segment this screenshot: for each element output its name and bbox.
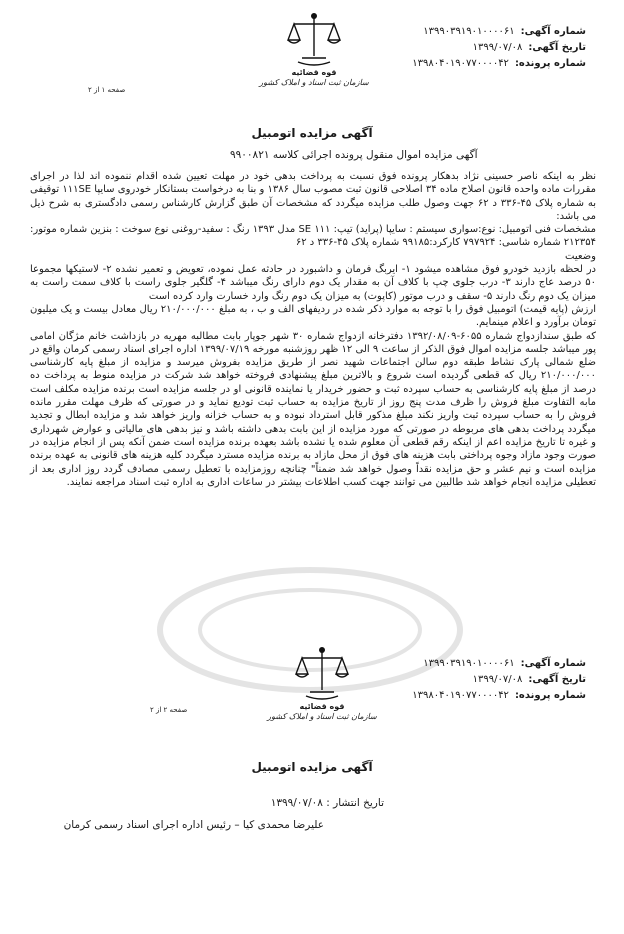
notice-date: ۱۳۹۹/۰۷/۰۸ bbox=[472, 42, 523, 53]
notice-number: ۱۳۹۹۰۳۹۱۹۰۱۰۰۰۰۶۱ bbox=[423, 26, 515, 37]
paragraph-auction-terms: که طبق سندازدواج شماره ۶۰۵۵-۱۳۹۲/۰۸/۰۹ دفترخانه ازدواج شماره ۳۰ شهر جوپار بابت مطالبه مهریه در بازداشت خانم مژگان امامی پور میباشد جلسه مزایده اموال فوق الذکر از ساعت ۹ الی ۱۲ ظهر روزشنبه مورخه ۱۳۹۹/۰۷/۱۹ اداره اجرای اسناد رسمی کرمان واقع در ضلع شمالی پارک نشاط طبقه دوم سالن اجتماعات شهید نصر از طریق مزایده بفروش میرسد و مزایده از مبلغ پایه کارشناسی ۲۱۰/۰۰۰/۰۰۰ ریال که قطعی گردیده است شروع و بالاترین مبلغ پیشنهادی فروخته خواهد شد شرکت در مزایده منوط به پرداخت ده درصد از مبلغ پایه کارشناسی به حساب سپرده ثبت و حضور خریدار یا نماینده قانونی او در جلسه مزایده است برنده مزایده مکلف است مابه التفاوت مبلغ فروش را ظرف مدت پنج روز از تاریخ مزایده به حساب ثبت تودیع نماید و در صورتی که ظرف مهلت مقرر مانده فروش را به حساب سپرده ثبت واریز نکند مبلغ مذکور قابل استرداد نبوده و به حساب خزانه واریز خواهد شد و مزایده ابطال و تجدید میگردد پرداخت بدهی های مربوطه در صورتی که مورد مزایده از این بابت بدهی داشته باشد و نیز بدهی های مالیاتی و عوارض شهرداری و غیره تا تاریخ مزایده اعم از اینکه رقم قطعی آن معلوم شده یا نشده باشد بعهده برنده مزایده است ضمن آنکه پس از انجام مزایده در صورت وجود مازاد وجوه پرداختی بابت هزینه های فوق از محل مازاد به برنده مزایده مسترد میگردد کلیه هزینه های قانونی به عهده برنده مزایده است و نیم عشر و حق مزایده نقداً وصول خواهد شد ضمناً" چنانچه روزمزایده با تعطیل رسمی مصادف گردد روز اداری بعد از تعطیلی مزایده انجام خواهد شد طالبین می توانند جهت کسب اطلاعات بیشتر در ساعات اداری به اداره ثبت اسناد مراجعه نمایند. bbox=[30, 330, 596, 488]
notice-body bbox=[30, 170, 596, 489]
paragraph-condition: در لحظه بازدید خودرو فوق مشاهده میشود ۱- ایربگ فرمان و داشبورد در حادثه عمل نموده، تعویض و تعمیر نشده ۲- لاستیکها مجموعا ۵۰ درصد عاج دارند ۳- درب جلوی چپ با کلاف آن به مقدار یک دوم دارای رنگ میباشد ۴- گلگیر جلوی راست با کلاف سمت راست به میزان یک دوم رنگ دارند ۵- سقف و درب موتور (کاپوت) به میزان یک دوم رنگ وارد خسارت وارد کرده است bbox=[30, 264, 596, 302]
publish-date: ۱۳۹۹/۰۷/۰۸ bbox=[270, 797, 323, 809]
notice-number-line: شماره آگهی:۱۳۹۹۰۳۹۱۹۰۱۰۰۰۰۶۱ bbox=[423, 658, 586, 669]
publish-date-label: تاریخ انتشار : bbox=[326, 797, 384, 809]
case-number-line: شماره پرونده:۱۳۹۸۰۴۰۱۹۰۷۷۰۰۰۰۴۲ bbox=[412, 690, 586, 701]
judiciary-emblem-2 bbox=[252, 644, 392, 722]
page-number-2: صفحه ۲ از ۲ bbox=[150, 706, 188, 714]
emblem-judiciary-text: قوه قضائیه bbox=[291, 68, 337, 77]
judiciary-emblem-icon bbox=[292, 644, 352, 702]
emblem-judiciary-text: قوه قضائیه bbox=[299, 702, 345, 711]
notice-title: آگهی مزایده اتومبیل bbox=[251, 126, 373, 140]
notice-date-line: تاریخ آگهی:۱۳۹۹/۰۷/۰۸ bbox=[472, 674, 586, 685]
page-number-1: صفحه ۱ از ۲ bbox=[88, 86, 126, 94]
judiciary-emblem-1 bbox=[244, 10, 384, 88]
case-number-line: شماره پرونده:۱۳۹۸۰۴۰۱۹۰۷۷۰۰۰۰۴۲ bbox=[412, 58, 586, 69]
notice-meta-2 bbox=[412, 656, 586, 704]
case-number: ۱۳۹۸۰۴۰۱۹۰۷۷۰۰۰۰۴۲ bbox=[412, 58, 509, 69]
notice-meta-1 bbox=[412, 24, 586, 72]
second-notice-title: آگهی مزایده اتومبیل bbox=[251, 760, 373, 774]
paragraph-valuation: ارزش (پایه قیمت) اتومبیل فوق را با توجه به موارد ذکر شده در ردیفهای الف و ب ، به مبلغ ۲۱۰/۰۰۰/۰۰۰ ریال معادل بیست و یک میلیون تومان برآورد و اعلام مینمایم. bbox=[30, 303, 596, 329]
notice-number: ۱۳۹۹۰۳۹۱۹۰۱۰۰۰۰۶۱ bbox=[423, 658, 515, 669]
paragraph-specs: مشخصات فنی اتومبیل: نوع:سواری سیستم : سایپا (پراید) تیپ: ۱۱۱ SE مدل ۱۳۹۳ رنگ : سفید-روغنی نوع سوخت : بنزین شماره موتور: ۲۱۲۳۵۴ شماره شاسی: ۷۹۷۹۲۴ کارکرد:۹۹۱۸۵ شماره پلاک ۴۵-۳۳۶ د ۶۲ bbox=[30, 224, 597, 249]
emblem-org-text: سازمان ثبت اسناد و املاک کشور bbox=[267, 712, 377, 721]
notice-date: ۱۳۹۹/۰۷/۰۸ bbox=[472, 674, 523, 685]
paragraph-intro: نظر به اینکه ناصر حسینی نژاد بدهکار پرونده فوق نسبت به پرداخت بدهی خود در مهلت تعیین شده اقدام ننموده اند لذا در اجرای مقررات ماده واحده قانون اصلاح ماده ۳۴ اصلاحی قانون ثبت مصوب سال ۱۳۸۶ و بنا به درخواست بستانکار خودروی سایپا ۱۱۱SE توقیفی به شماره پلاک ۴۵-۳۳۶ د ۶۲ جهت وصول طلب مزایده میگردد که مشخصات آن طبق گزارش کارشناس رسمی دادگستری به شرح ذیل می باشد: bbox=[30, 171, 597, 222]
paragraph-status-heading: وضعیت bbox=[565, 250, 596, 262]
notice-date-line: تاریخ آگهی:۱۳۹۹/۰۷/۰۸ bbox=[472, 42, 586, 53]
publish-date-line bbox=[271, 796, 384, 811]
judiciary-emblem-icon bbox=[284, 10, 344, 68]
notice-subtitle: آگهی مزایده اموال منقول پرونده اجرائی کلاسه ۹۹۰۰۸۲۱ bbox=[230, 149, 478, 161]
signature-block bbox=[271, 796, 384, 811]
case-number: ۱۳۹۸۰۴۰۱۹۰۷۷۰۰۰۰۴۲ bbox=[412, 690, 509, 701]
notice-number-line: شماره آگهی:۱۳۹۹۰۳۹۱۹۰۱۰۰۰۰۶۱ bbox=[423, 26, 586, 37]
signer-line: علیرضا محمدی کیا – رئیس اداره اجرای اسناد رسمی کرمان bbox=[63, 819, 324, 831]
emblem-org-text: سازمان ثبت اسناد و املاک کشور bbox=[259, 78, 369, 87]
